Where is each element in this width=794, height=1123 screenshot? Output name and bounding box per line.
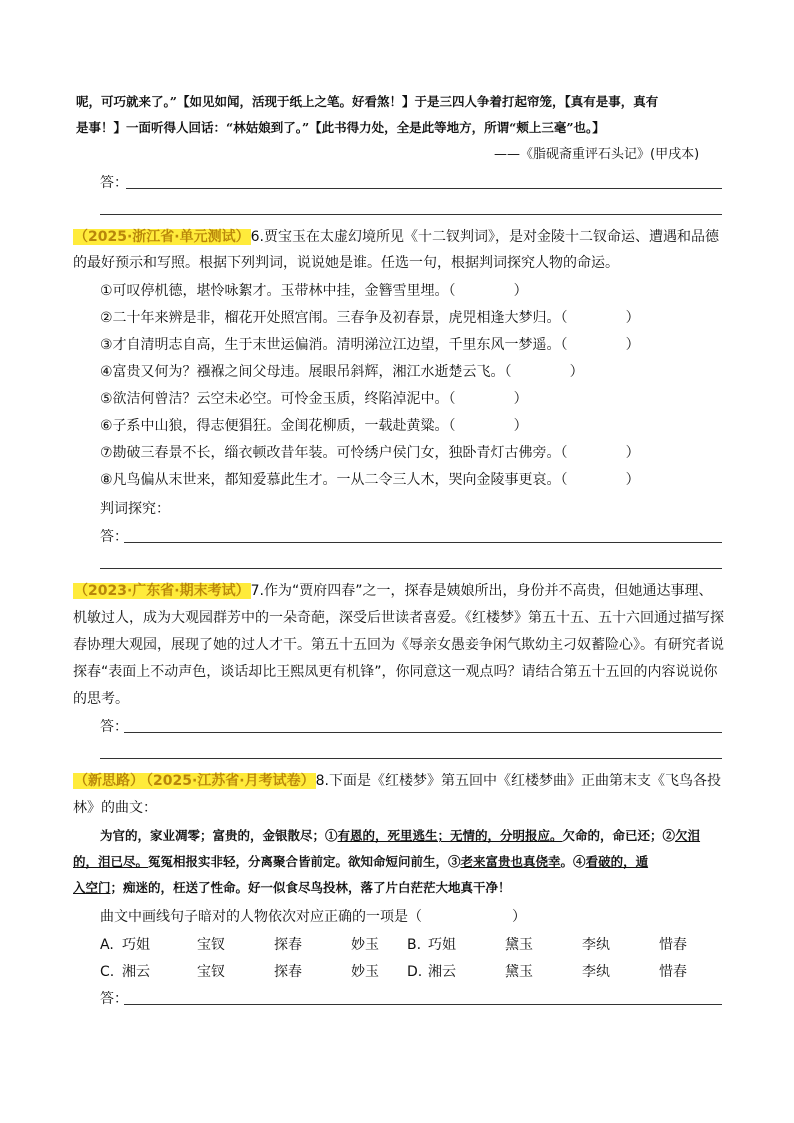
- q8-option-c-name-4: 妙玉: [351, 964, 379, 980]
- q8-song-2e-underlined: 看破的，遁: [585, 854, 649, 869]
- q8-option-c-name-3: 探春: [274, 964, 302, 980]
- q8-options-row-1: [0, 934, 794, 956]
- q8-answer-line[interactable]: [124, 1004, 722, 1005]
- q6-item-8-text: ⑧凡鸟偏从末世来，都知爱慕此生才。一从二令三人木，哭向金陵事更哀。（: [100, 472, 568, 488]
- q7-line-2: 机敏过人，成为大观园群芳中的一朵奇葩，深受后世读者喜爱。《红楼梦》第五十五、五十六回通过描写探: [73, 610, 724, 626]
- q6-item-4-close: ）: [569, 364, 584, 380]
- q8-song-1c: 欠命的，命已还；②: [562, 828, 676, 843]
- q8-option-a-letter[interactable]: A.: [100, 937, 114, 953]
- q8-option-c-name-1: 湘云: [122, 964, 150, 980]
- q8-options-row-2: [0, 961, 794, 983]
- q6-item-6-text: ⑥子系中山狼，得志便猖狂。金闺花柳质，一载赴黄粱。（: [100, 418, 456, 434]
- q7-line-1: [73, 580, 712, 602]
- q8-song-2d: 。④: [560, 854, 586, 869]
- q8-song-1a: 为官的，家业凋零；富贵的，金银散尽；①: [100, 828, 338, 843]
- intro-answer-label: 答：: [100, 175, 128, 191]
- q6-text-1: 6.贾宝玉在太虚幻境所见《十二钗判词》，是对金陵十二钗命运、遭遇和品德: [250, 229, 719, 245]
- q6-item-3: [100, 334, 640, 356]
- q8-song-2b: 冤冤相报实非轻，分离聚合皆前定。欲知命短问前生，③: [148, 854, 461, 869]
- q7-answer-line-1[interactable]: [124, 732, 722, 733]
- q6-line-2: 的最好预示和写照。根据下列判词，说说她是谁。任选一句，根据判词探究人物的命运。: [73, 255, 619, 271]
- q8-option-b-letter[interactable]: B.: [407, 937, 422, 953]
- q8-song-3a-underlined: 入空门: [73, 880, 111, 895]
- q6-item-3-text: ③才自清明志自高，生于末世运偏消。清明涕泣江边望，千里东风一梦遥。（: [100, 337, 568, 353]
- q8-song-3b: ；痴迷的，枉送了性命。好一似食尽鸟投林，落了片白茫茫大地真干净！: [110, 880, 511, 895]
- q8-song-1b-underlined: 有恩的，死里逃生；无情的，分明报应。: [337, 828, 563, 843]
- q6-item-7: [100, 442, 640, 464]
- q6-item-3-close: ）: [625, 337, 640, 353]
- q6-answer-line-1[interactable]: [124, 542, 722, 543]
- intro-line-2: 是事！】一面听得人回话：“林姑娘到了。”【此书得力处，全是此等地方，所谓“颊上三毫”也。】: [76, 120, 605, 135]
- q8-text-1: 8.下面是《红楼梦》第五回中《红楼梦曲》正曲第末支《飞鸟各投: [315, 773, 721, 789]
- q8-song-2c-underlined: 老来富贵也真侥幸: [460, 854, 561, 869]
- q8-option-b-name-1: 巧姐: [428, 937, 456, 953]
- q8-option-d-name-4: 惜春: [659, 964, 687, 980]
- q6-item-5: [100, 388, 528, 410]
- q6-answer-label: 答：: [100, 529, 128, 545]
- q8-option-b-name-3: 李纨: [582, 937, 610, 953]
- q8-question: [100, 906, 526, 928]
- q6-item-8-close: ）: [625, 472, 640, 488]
- q8-song-1d-underlined: 欠泪: [675, 828, 701, 843]
- q6-item-7-close: ）: [625, 445, 640, 461]
- q8-song-line-3: [73, 878, 511, 898]
- q7-text-1: 7.作为“贾府四春”之一，探春是姨娘所出，身份并不高贵，但她通达事理、: [250, 583, 713, 599]
- intro-answer-line-1[interactable]: [126, 188, 722, 189]
- q8-option-a-name-2: 宝钗: [197, 937, 225, 953]
- q6-item-1-text: ①可叹停机德，堪怜咏絮才。玉带林中挂，金簪雪里埋。（: [100, 283, 456, 299]
- q6-explore-label: 判词探究：: [100, 501, 170, 517]
- q8-answer-label: 答：: [100, 991, 128, 1007]
- q7-line-5: 的思考。: [73, 691, 129, 707]
- q6-item-2: [100, 307, 640, 329]
- intro-answer-line-2[interactable]: [100, 214, 722, 215]
- q8-song-line-2: [73, 852, 648, 872]
- q8-option-d-name-1: 湘云: [428, 964, 456, 980]
- q7-source-tag: （2023·广东省·期末考试）: [74, 583, 250, 599]
- q8-line-2: 林》的曲文：: [73, 800, 157, 816]
- q6-item-4-text: ④富贵又何为？襁褓之间父母违。展眼吊斜辉，湘江水逝楚云飞。（: [100, 364, 512, 380]
- q8-option-c-letter[interactable]: C.: [100, 964, 115, 980]
- q8-option-b-name-2: 黛玉: [505, 937, 533, 953]
- intro-line-1: 呢，可巧就来了。”【如见如闻，活现于纸上之笔。好看煞！】于是三四人争着打起帘笼，【真有是事，真有: [76, 94, 659, 109]
- q8-line-1: [73, 770, 721, 792]
- q6-item-6: [100, 415, 528, 437]
- q8-song-line-1: [100, 826, 700, 846]
- q6-item-1: [100, 280, 528, 302]
- q6-item-2-close: ）: [625, 310, 640, 326]
- q6-item-2-text: ②二十年来辨是非，榴花开处照宫闱。三春争及初春景，虎兕相逢大梦归。（: [100, 310, 568, 326]
- q6-item-6-close: ）: [513, 418, 528, 434]
- q6-source-tag: （2025·浙江省·单元测试）: [74, 229, 250, 245]
- q8-option-d-letter[interactable]: D.: [407, 964, 423, 980]
- q6-item-4: [100, 361, 584, 383]
- q6-item-7-text: ⑦勘破三春景不长，缁衣顿改昔年装。可怜绣户侯门女，独卧青灯古佛旁。（: [100, 445, 568, 461]
- q8-new-idea-tag: （新思路）: [74, 773, 144, 789]
- q8-song-2a-underlined: 的，泪已尽。: [73, 854, 149, 869]
- q7-answer-label: 答：: [100, 719, 128, 735]
- q6-item-5-text: ⑤欲洁何曾洁？云空未必空。可怜金玉质，终陷淖泥中。（: [100, 391, 456, 407]
- q6-line-1: [73, 226, 719, 248]
- q6-item-1-close: ）: [513, 283, 528, 299]
- q7-answer-line-2[interactable]: [100, 758, 722, 759]
- q8-option-a-name-1: 巧姐: [122, 937, 150, 953]
- q6-item-5-close: ）: [513, 391, 528, 407]
- q6-answer-line-2[interactable]: [100, 568, 722, 569]
- q7-line-4: 探春“表面上不动声色，谈话却比王熙凤更有机锋”，你同意这一观点吗？请结合第五十五回的内容说说你: [73, 664, 718, 680]
- q8-option-d-name-3: 李纨: [582, 964, 610, 980]
- q8-source-tag: （2025·江苏省·月考试卷）: [146, 773, 315, 789]
- q8-option-a-name-4: 妙玉: [351, 937, 379, 953]
- q8-question-close: ）: [512, 909, 526, 925]
- q8-option-b-name-4: 惜春: [659, 937, 687, 953]
- intro-source: ——《脂砚斋重评石头记》(甲戌本): [494, 147, 700, 162]
- q8-option-c-name-2: 宝钗: [197, 964, 225, 980]
- q8-option-a-name-3: 探春: [274, 937, 302, 953]
- q8-question-text: 曲文中画线句子暗对的人物依次对应正确的一项是（: [100, 909, 422, 925]
- q8-option-d-name-2: 黛玉: [505, 964, 533, 980]
- q7-line-3: 春协理大观园，展现了她的过人才干。第五十五回为《辱亲女愚妾争闲气欺幼主刁奴蓄险心》。有研究者说: [73, 637, 724, 653]
- q6-item-8: [100, 469, 640, 491]
